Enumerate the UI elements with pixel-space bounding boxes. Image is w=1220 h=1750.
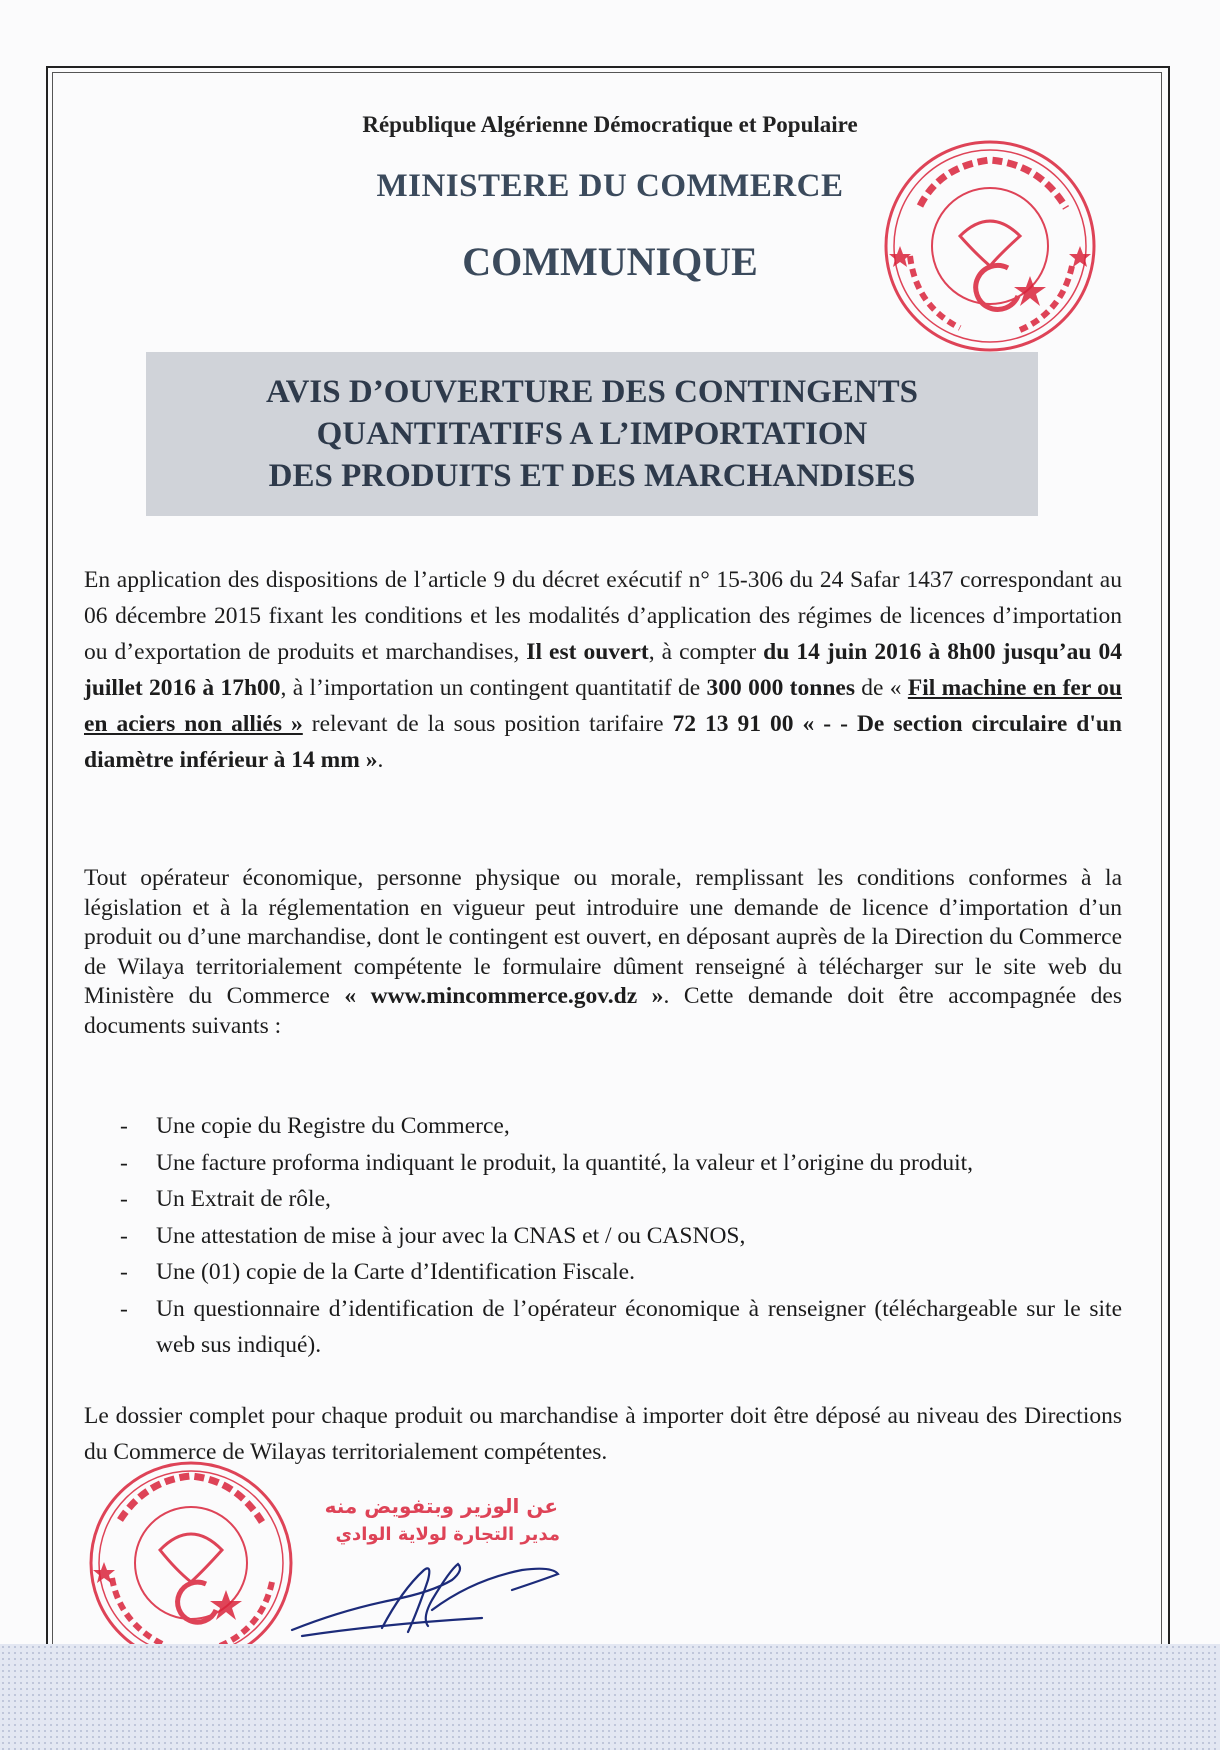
ministry-stamp-bottom-icon	[86, 1458, 296, 1668]
paragraph-decree-text: , à compter	[648, 639, 764, 665]
notice-title-box	[146, 352, 1038, 516]
scan-bottom-band	[0, 1644, 1220, 1750]
ministry-website: « www.mincommerce.gov.dz »	[344, 983, 664, 1009]
notice-title-line-1: AVIS D’OUVERTURE DES CONTINGENTS	[266, 374, 918, 410]
list-item-text: Un Extrait de rôle,	[156, 1186, 331, 1212]
paragraph-application-text: Tout opérateur économique, personne physique ou morale, remplissant les conditions conformes à la législation et à la réglementation en vigueur peut introduire une demande de licence d’importation d’un produit ou d’une marchandise, dont le contingent est ouvert, en déposant auprès de la Direction du Commerce de Wilaya territorialement compétente le formulaire dûment renseigné à télécharger sur le site web du Ministère du Commerce	[84, 865, 1122, 1009]
paragraph-application	[84, 864, 1122, 1041]
list-item-text: Une attestation de mise à jour avec la CNAS et / ou CASNOS,	[156, 1222, 746, 1249]
ministry-stamp-top-icon	[880, 136, 1100, 356]
tariff-position: 72 13 91 00 « - - De section circulaire d'un diamètre inférieur à 14 mm »	[84, 711, 1122, 773]
list-item-text: Une (01) copie de la Carte d’Identification Fiscale.	[156, 1259, 635, 1285]
list-item	[84, 1108, 1122, 1145]
paragraph-decree-text: relevant de la sous position tarifaire	[302, 711, 673, 737]
notice-title-line-2: QUANTITATIFS A L’IMPORTATION	[316, 416, 868, 452]
paragraph-decree	[84, 562, 1122, 778]
signature-arabic-line-1: عن الوزير وبتفويض منه	[324, 1494, 558, 1518]
signature-arabic-line-2: مدير التجارة لولاية الوادي	[335, 1524, 560, 1545]
paragraph-decree-text: .	[377, 747, 384, 773]
list-item	[84, 1218, 1122, 1255]
ministry-heading: MINISTERE DU COMMERCE	[376, 168, 844, 204]
list-item	[84, 1181, 1122, 1218]
paragraph-submission: Le dossier complet pour chaque produit ou marchandise à importer doit être déposé au niveau des Directions du Commerce de Wilayas territorialement compétentes.	[84, 1403, 1122, 1465]
list-item	[84, 1291, 1122, 1364]
list-bullet: -	[120, 1186, 128, 1212]
list-item-text: Une facture proforma indiquant le produit, la quantité, la valeur et l’origine du produit,	[156, 1149, 974, 1176]
list-bullet: -	[120, 1259, 128, 1285]
opening-statement: Il est ouvert	[526, 639, 649, 665]
list-item	[84, 1254, 1122, 1291]
paragraph-application-text: . Cette demande doit être accompagnée des documents suivants :	[84, 983, 1123, 1039]
list-item-text: Un questionnaire d’identification de l’opérateur économique à renseigner (téléchargeable sur le site web sus indiqué).	[156, 1295, 1122, 1358]
list-item	[84, 1145, 1122, 1182]
paragraph-decree-intro: En application des dispositions de l’article 9 du décret exécutif n° 15-306 du 24 Safar 1437 correspondant au 06 décembre 2015 fixant les conditions et les modalités d’application des régimes de licences d’importation ou d’exportation de produits et marchandises,	[84, 567, 1122, 665]
republic-heading: République Algérienne Démocratique et Populaire	[362, 112, 858, 137]
list-bullet: -	[120, 1149, 128, 1176]
product-name: Fil machine en fer ou en aciers non alliés »	[84, 675, 1122, 737]
list-bullet: -	[120, 1295, 128, 1322]
list-bullet: -	[120, 1222, 128, 1249]
list-bullet: -	[120, 1113, 128, 1139]
opening-period: du 14 juin 2016 à 8h00 jusqu’au 04 juillet 2016 à 17h00	[84, 639, 1122, 701]
required-documents-list	[84, 1108, 1122, 1364]
list-item-text: Une copie du Registre du Commerce,	[156, 1113, 510, 1139]
quota-quantity: 300 000 tonnes	[706, 675, 855, 701]
handwritten-signature-icon	[282, 1540, 612, 1650]
paragraph-decree-text: , à l’importation un contingent quantitatif de	[280, 675, 707, 701]
document-type-title: COMMUNIQUE	[462, 239, 758, 284]
paragraph-decree-text: de «	[854, 675, 908, 701]
notice-title-line-3: DES PRODUITS ET DES MARCHANDISES	[268, 458, 916, 494]
